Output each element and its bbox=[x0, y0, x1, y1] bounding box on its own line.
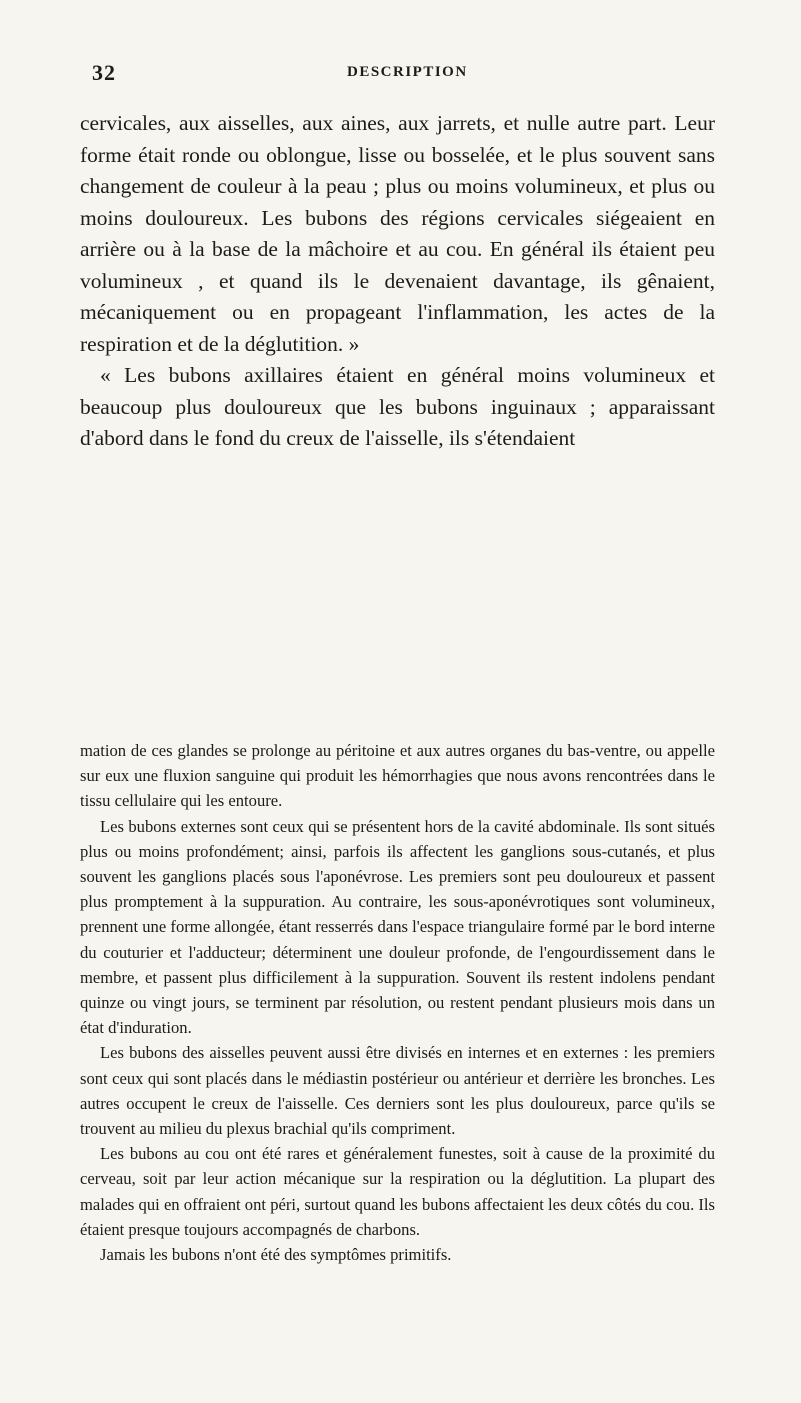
body-paragraph: Jamais les bubons n'ont été des symptômes primitifs. bbox=[100, 1245, 452, 1265]
body-paragraph: mation de ces glandes se prolonge au péritoine et aux autres organes du bas-ventre, ou appelle sur eux une fluxion sanguine qui produit les hémorrhagies que nous avons rencontrées dans le tissu cellulaire qui les entoure. bbox=[80, 741, 715, 811]
quoted-paragraph: « Les bubons axillaires étaient en général moins volumineux et beaucoup plus douloureux que les bubons inguinaux ; apparaissant d'abord dans le fond du creux de l'aisselle, ils s'étendaient bbox=[80, 363, 715, 450]
running-title: DESCRIPTION bbox=[347, 64, 468, 80]
quoted-paragraph: cervicales, aux aisselles, aux aines, aux jarrets, et nulle autre part. Leur forme était ronde ou oblongue, lisse ou bosselée, et le plus souvent sans changement de couleur à la peau ; plus ou moins volumineux, et plus ou moins douloureux. Les bubons des régions cervicales siégeaient en arrière ou à la base de la mâchoire et au cou. En général ils étaient peu volumineux , et quand ils le devenaient davantage, ils gênaient, mécaniquement ou en propageant l'inflammation, les actes de la respiration et de la déglutition. » bbox=[80, 111, 715, 356]
body-paragraph: Les bubons des aisselles peuvent aussi être divisés en internes et en externes : les premiers sont ceux qui sont placés dans le médiastin postérieur ou antérieur et derrière les bronches. Les autres occupent le creux de l'aisselle. Ces derniers sont les plus douloureux, parce qu'ils se trouvent au milieu du plexus brachial qu'ils compriment. bbox=[80, 1043, 715, 1139]
body-paragraph: Les bubons externes sont ceux qui se présentent hors de la cavité abdominale. Ils sont situés plus ou moins profondément; ainsi, parfois ils affectent les ganglions sous-cutanés, et plus souvent les ganglions placés sous l'aponévrose. Les premiers sont peu douloureux et passent plus promptement à la suppuration. Au contraire, les sous-aponévrotiques sont volumineux, prennent une forme allongée, étant resserrés dans l'espace triangulaire formé par le bord interne du couturier et l'adducteur; déterminent une douleur profonde, de l'engourdissement dans le membre, et passent plus difficilement à la suppuration. Souvent ils restent indolens pendant quinze ou vingt jours, se terminent par résolution, ou restent pendant plusieurs mois dans un état d'induration. bbox=[80, 816, 715, 1038]
page-header bbox=[92, 60, 712, 90]
body-paragraph: Les bubons au cou ont été rares et généralement funestes, soit à cause de la proximité du cerveau, soit par leur action mécanique sur la respiration ou la déglutition. La plupart des malades qui en offraient ont péri, surtout quand les bubons affectaient les deux côtés du cou. Ils étaient presque toujours accompagnés de charbons. bbox=[80, 1144, 715, 1239]
body-passage bbox=[80, 738, 715, 1267]
quoted-passage bbox=[80, 108, 715, 455]
page-number: 32 bbox=[92, 60, 116, 85]
